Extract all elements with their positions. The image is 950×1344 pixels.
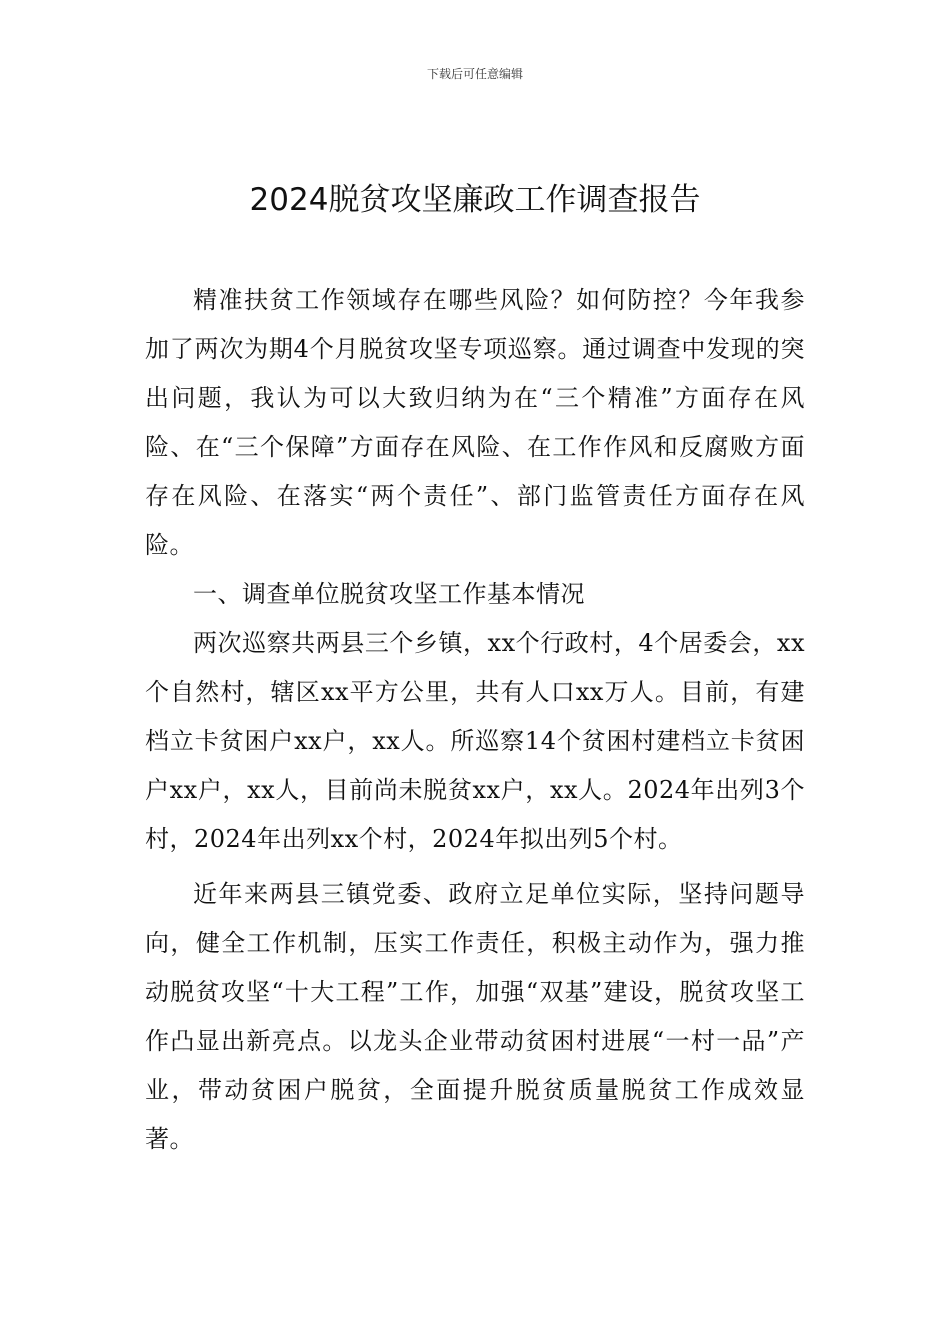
paragraph-basic-situation: 两次巡察共两县三个乡镇，xx个行政村，4个居委会，xx个自然村，辖区xx平方公里，共有人口xx万人。目前，有建档立卡贫困户xx户，xx人。所巡察14个贫困村建档立卡贫困户xx户，xx人，目前尚未脱贫xx户，xx人。2024年出列3个村，2024年出列xx个村，2024年拟出列5个村。 <box>145 629 805 853</box>
section-heading-basic-situation: 一、调查单位脱贫攻坚工作基本情况 <box>193 580 585 608</box>
document-body <box>145 276 805 1164</box>
paragraph-intro: 精准扶贫工作领域存在哪些风险？如何防控？今年我参加了两次为期4个月脱贫攻坚专项巡察。通过调查中发现的突出问题，我认为可以大致归纳为在“三个精准”方面存在风险、在“三个保障”方面存在风险、在工作作风和反腐败方面存在风险、在落实“两个责任”、部门监管责任方面存在风险。 <box>145 286 805 559</box>
document-title: 2024脱贫攻坚廉政工作调查报告 <box>249 182 701 218</box>
paragraph-achievements: 近年来两县三镇党委、政府立足单位实际，坚持问题导向，健全工作机制，压实工作责任，积极主动作为，强力推动脱贫攻坚“十大工程”工作，加强“双基”建设，脱贫攻坚工作凸显出新亮点。以龙头企业带动贫困村进展“一村一品”产业，带动贫困户脱贫，全面提升脱贫质量脱贫工作成效显著。 <box>145 880 805 1153</box>
page-header-note: 下载后可任意编辑 <box>426 67 523 81</box>
